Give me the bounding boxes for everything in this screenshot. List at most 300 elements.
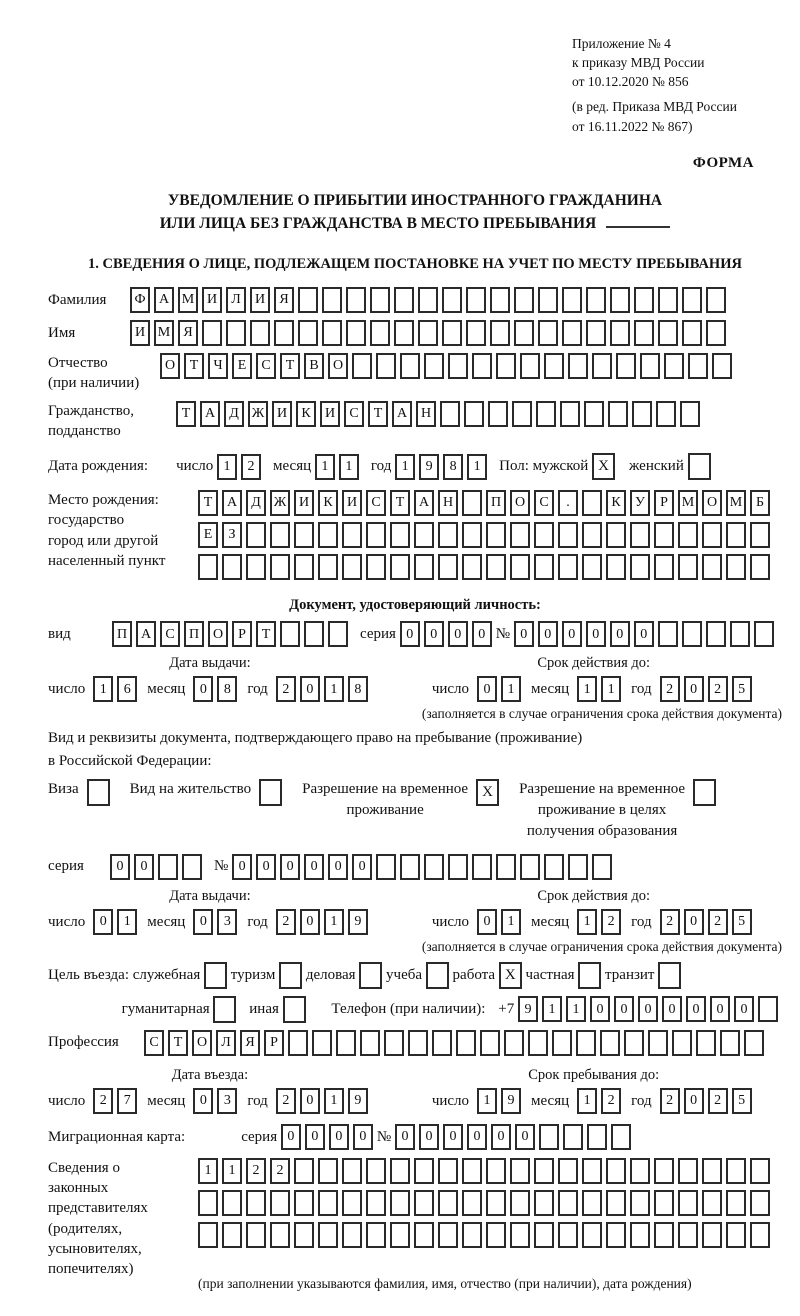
char-box[interactable]: П	[486, 490, 506, 516]
char-box[interactable]: Т	[176, 401, 196, 427]
char-box[interactable]: С	[160, 621, 180, 647]
doc-number-input[interactable]	[514, 621, 778, 647]
char-box[interactable]	[394, 320, 414, 346]
char-box[interactable]: О	[208, 621, 228, 647]
citizenship-input[interactable]	[176, 401, 704, 427]
char-box[interactable]	[376, 353, 396, 379]
char-box[interactable]	[654, 1190, 674, 1216]
char-box[interactable]	[480, 1030, 500, 1056]
char-box[interactable]	[672, 1030, 692, 1056]
char-box[interactable]: 0	[734, 996, 754, 1022]
char-box[interactable]	[342, 1190, 362, 1216]
char-box[interactable]	[246, 1222, 266, 1248]
char-box[interactable]	[520, 353, 540, 379]
char-box[interactable]	[582, 1158, 602, 1184]
char-box[interactable]	[630, 554, 650, 580]
char-box[interactable]	[462, 1158, 482, 1184]
char-box[interactable]: 0	[134, 854, 154, 880]
char-box[interactable]	[510, 1190, 530, 1216]
char-box[interactable]	[490, 287, 510, 313]
char-box[interactable]: 0	[467, 1124, 487, 1150]
char-box[interactable]	[730, 621, 750, 647]
char-box[interactable]: 8	[348, 676, 368, 702]
char-box[interactable]	[376, 854, 396, 880]
char-box[interactable]	[654, 1222, 674, 1248]
char-box[interactable]	[462, 1190, 482, 1216]
sex-male-checkbox[interactable]: X	[592, 453, 615, 480]
char-box[interactable]: 0	[638, 996, 658, 1022]
char-box[interactable]: 0	[448, 621, 468, 647]
residence-expiry-month-input[interactable]	[577, 909, 625, 935]
char-box[interactable]	[702, 522, 722, 548]
char-box[interactable]: И	[202, 287, 222, 313]
char-box[interactable]	[456, 1030, 476, 1056]
char-box[interactable]	[304, 621, 324, 647]
char-box[interactable]: С	[534, 490, 554, 516]
char-box[interactable]	[558, 1190, 578, 1216]
char-box[interactable]: И	[294, 490, 314, 516]
char-box[interactable]	[342, 554, 362, 580]
entry-day-input[interactable]	[93, 1088, 141, 1114]
doc-type-input[interactable]	[112, 621, 352, 647]
purpose-other-checkbox[interactable]	[283, 996, 306, 1023]
char-box[interactable]: 2	[708, 909, 728, 935]
char-box[interactable]: Ч	[208, 353, 228, 379]
char-box[interactable]	[606, 1158, 626, 1184]
char-box[interactable]	[472, 353, 492, 379]
char-box[interactable]: М	[726, 490, 746, 516]
char-box[interactable]	[198, 1190, 218, 1216]
char-box[interactable]	[754, 621, 774, 647]
char-box[interactable]: 2	[276, 1088, 296, 1114]
char-box[interactable]	[558, 522, 578, 548]
char-box[interactable]	[624, 1030, 644, 1056]
char-box[interactable]	[592, 353, 612, 379]
char-box[interactable]	[390, 1158, 410, 1184]
char-box[interactable]: 0	[477, 676, 497, 702]
char-box[interactable]: Р	[232, 621, 252, 647]
char-box[interactable]: 2	[708, 676, 728, 702]
char-box[interactable]: Т	[368, 401, 388, 427]
char-box[interactable]: А	[222, 490, 242, 516]
char-box[interactable]	[432, 1030, 452, 1056]
purpose-transit-checkbox[interactable]	[658, 962, 681, 989]
char-box[interactable]	[462, 554, 482, 580]
char-box[interactable]	[414, 1158, 434, 1184]
char-box[interactable]	[418, 287, 438, 313]
mc-number-input[interactable]	[395, 1124, 635, 1150]
char-box[interactable]	[658, 320, 678, 346]
char-box[interactable]	[750, 554, 770, 580]
char-box[interactable]	[486, 522, 506, 548]
char-box[interactable]: 2	[660, 676, 680, 702]
char-box[interactable]: 1	[395, 454, 415, 480]
char-box[interactable]	[640, 353, 660, 379]
char-box[interactable]: 1	[467, 454, 487, 480]
char-box[interactable]: 9	[501, 1088, 521, 1114]
char-box[interactable]	[352, 353, 372, 379]
char-box[interactable]	[488, 401, 508, 427]
char-box[interactable]: О	[510, 490, 530, 516]
char-box[interactable]: 0	[300, 676, 320, 702]
char-box[interactable]	[222, 554, 242, 580]
char-box[interactable]	[586, 287, 606, 313]
char-box[interactable]: 2	[270, 1158, 290, 1184]
char-box[interactable]: 2	[276, 909, 296, 935]
char-box[interactable]: 8	[217, 676, 237, 702]
char-box[interactable]	[366, 1158, 386, 1184]
char-box[interactable]: 2	[241, 454, 261, 480]
patronymic-input[interactable]	[160, 353, 736, 379]
char-box[interactable]	[414, 1222, 434, 1248]
char-box[interactable]: 2	[660, 909, 680, 935]
char-box[interactable]: Е	[198, 522, 218, 548]
char-box[interactable]	[226, 320, 246, 346]
char-box[interactable]	[634, 320, 654, 346]
char-box[interactable]: Д	[224, 401, 244, 427]
char-box[interactable]	[270, 1222, 290, 1248]
char-box[interactable]: 2	[276, 676, 296, 702]
char-box[interactable]	[366, 554, 386, 580]
char-box[interactable]	[582, 1222, 602, 1248]
char-box[interactable]: Т	[256, 621, 276, 647]
char-box[interactable]	[294, 554, 314, 580]
stay-month-input[interactable]	[577, 1088, 625, 1114]
char-box[interactable]	[462, 490, 482, 516]
char-box[interactable]	[294, 1158, 314, 1184]
sex-female-checkbox[interactable]	[688, 453, 711, 480]
char-box[interactable]	[270, 554, 290, 580]
char-box[interactable]: 0	[710, 996, 730, 1022]
char-box[interactable]	[360, 1030, 380, 1056]
char-box[interactable]: О	[328, 353, 348, 379]
residence-expiry-day-input[interactable]	[477, 909, 525, 935]
char-box[interactable]: 0	[614, 996, 634, 1022]
char-box[interactable]: 6	[117, 676, 137, 702]
char-box[interactable]: 1	[93, 676, 113, 702]
char-box[interactable]: С	[366, 490, 386, 516]
surname-input[interactable]	[130, 287, 730, 313]
char-box[interactable]	[464, 401, 484, 427]
char-box[interactable]	[552, 1030, 572, 1056]
char-box[interactable]	[370, 287, 390, 313]
char-box[interactable]	[560, 401, 580, 427]
char-box[interactable]	[682, 320, 702, 346]
char-box[interactable]	[504, 1030, 524, 1056]
residence-issue-day-input[interactable]	[93, 909, 141, 935]
char-box[interactable]	[438, 1222, 458, 1248]
char-box[interactable]: Т	[390, 490, 410, 516]
char-box[interactable]	[198, 1222, 218, 1248]
char-box[interactable]	[702, 1222, 722, 1248]
char-box[interactable]: 0	[424, 621, 444, 647]
char-box[interactable]	[654, 1158, 674, 1184]
char-box[interactable]	[744, 1030, 764, 1056]
char-box[interactable]	[298, 287, 318, 313]
char-box[interactable]	[280, 621, 300, 647]
char-box[interactable]	[538, 320, 558, 346]
char-box[interactable]	[472, 854, 492, 880]
char-box[interactable]	[726, 1190, 746, 1216]
char-box[interactable]: 0	[684, 1088, 704, 1114]
identity-expiry-year-input[interactable]	[660, 676, 756, 702]
identity-expiry-month-input[interactable]	[577, 676, 625, 702]
char-box[interactable]: 0	[353, 1124, 373, 1150]
char-box[interactable]: 0	[304, 854, 324, 880]
char-box[interactable]: 2	[601, 909, 621, 935]
char-box[interactable]: И	[250, 287, 270, 313]
stay-year-input[interactable]	[660, 1088, 756, 1114]
char-box[interactable]	[370, 320, 390, 346]
entry-month-input[interactable]	[193, 1088, 241, 1114]
char-box[interactable]: 9	[419, 454, 439, 480]
identity-issue-month-input[interactable]	[193, 676, 241, 702]
char-box[interactable]	[750, 1222, 770, 1248]
char-box[interactable]: М	[678, 490, 698, 516]
char-box[interactable]: 0	[491, 1124, 511, 1150]
char-box[interactable]	[414, 1190, 434, 1216]
char-box[interactable]	[664, 353, 684, 379]
char-box[interactable]: 1	[222, 1158, 242, 1184]
char-box[interactable]: Е	[232, 353, 252, 379]
guardians-line1-input[interactable]	[198, 1158, 774, 1184]
char-box[interactable]: Д	[246, 490, 266, 516]
char-box[interactable]: Я	[274, 287, 294, 313]
char-box[interactable]	[322, 287, 342, 313]
char-box[interactable]: 0	[300, 1088, 320, 1114]
char-box[interactable]	[582, 522, 602, 548]
char-box[interactable]	[616, 353, 636, 379]
char-box[interactable]: 0	[562, 621, 582, 647]
char-box[interactable]: 5	[732, 909, 752, 935]
birthplace-line3-input[interactable]	[198, 554, 774, 580]
char-box[interactable]	[510, 1222, 530, 1248]
char-box[interactable]	[440, 401, 460, 427]
char-box[interactable]	[462, 1222, 482, 1248]
char-box[interactable]: С	[344, 401, 364, 427]
char-box[interactable]	[408, 1030, 428, 1056]
char-box[interactable]	[448, 353, 468, 379]
char-box[interactable]	[678, 554, 698, 580]
residence-expiry-year-input[interactable]	[660, 909, 756, 935]
purpose-study-checkbox[interactable]	[426, 962, 449, 989]
char-box[interactable]	[584, 401, 604, 427]
char-box[interactable]	[656, 401, 676, 427]
char-box[interactable]	[342, 1158, 362, 1184]
char-box[interactable]: И	[130, 320, 150, 346]
residence-permit-checkbox[interactable]	[259, 779, 282, 806]
char-box[interactable]	[222, 1222, 242, 1248]
char-box[interactable]: Ф	[130, 287, 150, 313]
char-box[interactable]: 1	[577, 1088, 597, 1114]
char-box[interactable]: С	[256, 353, 276, 379]
char-box[interactable]: Я	[178, 320, 198, 346]
char-box[interactable]	[318, 522, 338, 548]
char-box[interactable]	[486, 1190, 506, 1216]
char-box[interactable]	[712, 353, 732, 379]
char-box[interactable]	[630, 1190, 650, 1216]
name-input[interactable]	[130, 320, 730, 346]
purpose-work-checkbox[interactable]: X	[499, 962, 522, 989]
char-box[interactable]: 0	[419, 1124, 439, 1150]
char-box[interactable]	[678, 1158, 698, 1184]
char-box[interactable]: 1	[217, 454, 237, 480]
char-box[interactable]	[270, 1190, 290, 1216]
char-box[interactable]: 0	[110, 854, 130, 880]
char-box[interactable]	[658, 621, 678, 647]
char-box[interactable]	[630, 522, 650, 548]
char-box[interactable]: 1	[542, 996, 562, 1022]
char-box[interactable]	[562, 320, 582, 346]
char-box[interactable]	[587, 1124, 607, 1150]
char-box[interactable]	[486, 554, 506, 580]
char-box[interactable]	[390, 1222, 410, 1248]
char-box[interactable]	[606, 522, 626, 548]
char-box[interactable]	[400, 854, 420, 880]
birthplace-line2-input[interactable]	[198, 522, 774, 548]
char-box[interactable]: А	[154, 287, 174, 313]
char-box[interactable]	[520, 854, 540, 880]
char-box[interactable]: А	[414, 490, 434, 516]
entry-year-input[interactable]	[276, 1088, 372, 1114]
char-box[interactable]	[582, 1190, 602, 1216]
char-box[interactable]: 1	[339, 454, 359, 480]
char-box[interactable]: И	[342, 490, 362, 516]
char-box[interactable]: З	[222, 522, 242, 548]
char-box[interactable]: 1	[577, 909, 597, 935]
char-box[interactable]: 0	[305, 1124, 325, 1150]
char-box[interactable]	[312, 1030, 332, 1056]
char-box[interactable]: 9	[518, 996, 538, 1022]
char-box[interactable]: 0	[590, 996, 610, 1022]
char-box[interactable]: 0	[329, 1124, 349, 1150]
char-box[interactable]	[750, 522, 770, 548]
char-box[interactable]: 8	[443, 454, 463, 480]
char-box[interactable]: 2	[601, 1088, 621, 1114]
char-box[interactable]	[322, 320, 342, 346]
residence-issue-year-input[interactable]	[276, 909, 372, 935]
char-box[interactable]	[270, 522, 290, 548]
char-box[interactable]	[534, 1190, 554, 1216]
char-box[interactable]	[246, 554, 266, 580]
char-box[interactable]	[442, 287, 462, 313]
char-box[interactable]: 0	[193, 676, 213, 702]
char-box[interactable]	[726, 1222, 746, 1248]
char-box[interactable]	[726, 1158, 746, 1184]
char-box[interactable]: 2	[93, 1088, 113, 1114]
char-box[interactable]	[678, 1190, 698, 1216]
char-box[interactable]	[202, 320, 222, 346]
char-box[interactable]	[563, 1124, 583, 1150]
char-box[interactable]	[534, 1222, 554, 1248]
char-box[interactable]: К	[606, 490, 626, 516]
char-box[interactable]: 0	[514, 621, 534, 647]
char-box[interactable]	[726, 522, 746, 548]
char-box[interactable]	[706, 287, 726, 313]
char-box[interactable]	[510, 1158, 530, 1184]
char-box[interactable]	[366, 522, 386, 548]
char-box[interactable]: 0	[395, 1124, 415, 1150]
char-box[interactable]: А	[136, 621, 156, 647]
char-box[interactable]: 0	[400, 621, 420, 647]
char-box[interactable]: О	[702, 490, 722, 516]
char-box[interactable]	[496, 854, 516, 880]
purpose-private-checkbox[interactable]	[578, 962, 601, 989]
char-box[interactable]: 0	[472, 621, 492, 647]
char-box[interactable]	[680, 401, 700, 427]
temp-permit-checkbox[interactable]: X	[476, 779, 499, 806]
char-box[interactable]	[606, 554, 626, 580]
char-box[interactable]	[514, 320, 534, 346]
char-box[interactable]	[346, 320, 366, 346]
char-box[interactable]	[634, 287, 654, 313]
char-box[interactable]	[750, 1190, 770, 1216]
char-box[interactable]	[288, 1030, 308, 1056]
guardians-line2-input[interactable]	[198, 1190, 774, 1216]
doc-series-input[interactable]	[400, 621, 496, 647]
char-box[interactable]	[394, 287, 414, 313]
char-box[interactable]: У	[630, 490, 650, 516]
char-box[interactable]: Р	[654, 490, 674, 516]
char-box[interactable]: 1	[315, 454, 335, 480]
char-box[interactable]: Ж	[270, 490, 290, 516]
char-box[interactable]: 0	[328, 854, 348, 880]
stay-day-input[interactable]	[477, 1088, 525, 1114]
char-box[interactable]	[562, 287, 582, 313]
char-box[interactable]	[610, 287, 630, 313]
char-box[interactable]: Я	[240, 1030, 260, 1056]
char-box[interactable]: М	[178, 287, 198, 313]
char-box[interactable]	[448, 854, 468, 880]
char-box[interactable]: 3	[217, 909, 237, 935]
char-box[interactable]	[528, 1030, 548, 1056]
char-box[interactable]	[418, 320, 438, 346]
char-box[interactable]	[294, 1190, 314, 1216]
char-box[interactable]	[294, 522, 314, 548]
char-box[interactable]	[606, 1222, 626, 1248]
char-box[interactable]	[466, 320, 486, 346]
char-box[interactable]	[442, 320, 462, 346]
char-box[interactable]	[384, 1030, 404, 1056]
residence-number-input[interactable]	[232, 854, 616, 880]
char-box[interactable]	[702, 554, 722, 580]
char-box[interactable]	[726, 554, 746, 580]
identity-expiry-day-input[interactable]	[477, 676, 525, 702]
char-box[interactable]	[294, 1222, 314, 1248]
char-box[interactable]	[424, 353, 444, 379]
char-box[interactable]: С	[144, 1030, 164, 1056]
char-box[interactable]: 0	[443, 1124, 463, 1150]
char-box[interactable]	[558, 1222, 578, 1248]
char-box[interactable]	[648, 1030, 668, 1056]
char-box[interactable]: 1	[577, 676, 597, 702]
char-box[interactable]	[366, 1222, 386, 1248]
char-box[interactable]: 2	[708, 1088, 728, 1114]
char-box[interactable]: 9	[348, 909, 368, 935]
char-box[interactable]	[496, 353, 516, 379]
mc-series-input[interactable]	[281, 1124, 377, 1150]
char-box[interactable]: 1	[501, 909, 521, 935]
char-box[interactable]	[198, 554, 218, 580]
char-box[interactable]: 1	[566, 996, 586, 1022]
char-box[interactable]	[246, 522, 266, 548]
char-box[interactable]: 1	[601, 676, 621, 702]
purpose-business-checkbox[interactable]	[204, 962, 227, 989]
char-box[interactable]: 0	[538, 621, 558, 647]
char-box[interactable]	[424, 854, 444, 880]
char-box[interactable]	[630, 1158, 650, 1184]
char-box[interactable]	[318, 554, 338, 580]
